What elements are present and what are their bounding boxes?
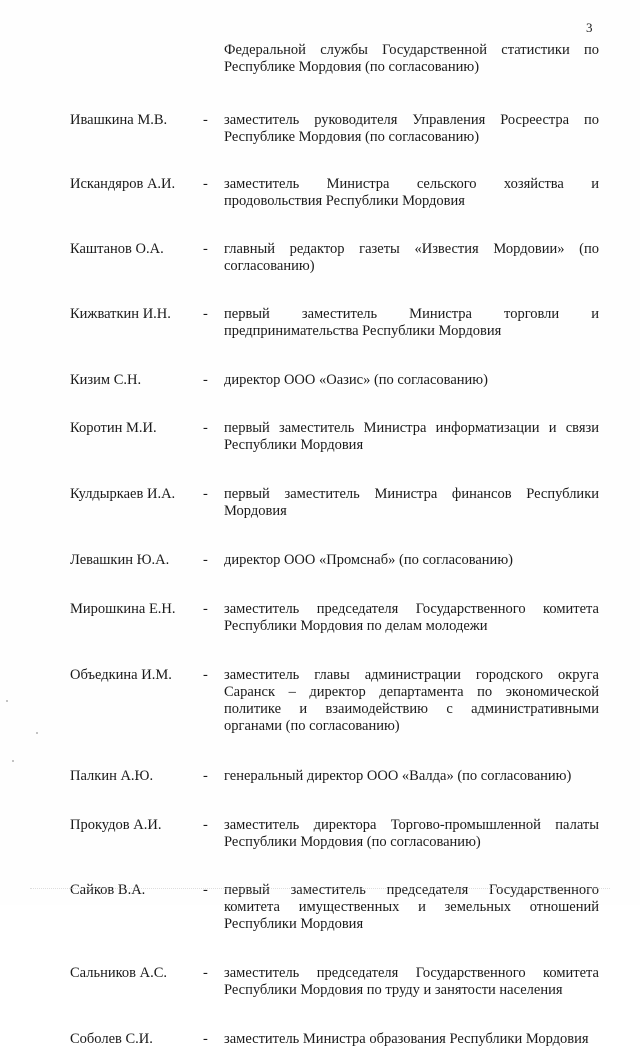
- separator-dash: -: [203, 882, 208, 898]
- list-item: [0, 112, 640, 145]
- page-number: 3: [586, 20, 593, 35]
- member-name: Левашкин Ю.А.: [70, 552, 170, 568]
- scan-artifact-dot: [12, 760, 14, 762]
- list-item: [0, 667, 640, 734]
- separator-dash: -: [203, 601, 208, 617]
- separator-dash: -: [203, 420, 208, 436]
- member-position: заместитель Министра сельского хозяйства и продовольствия Республики Мордовия: [224, 176, 599, 209]
- list-item: [0, 601, 640, 634]
- list-item: [0, 306, 640, 339]
- list-item: [0, 420, 640, 453]
- member-name: Сайков В.А.: [70, 882, 146, 898]
- member-name: Искандяров А.И.: [70, 176, 176, 192]
- list-item: [0, 42, 640, 75]
- separator-dash: -: [203, 667, 208, 683]
- member-name: Сальников А.С.: [70, 965, 168, 981]
- member-position: заместитель председателя Государственного комитета Республики Мордовия по делам молодежи: [224, 601, 599, 634]
- member-position: директор ООО «Промснаб» (по согласованию): [224, 552, 513, 568]
- scan-artifact-line: [30, 884, 610, 889]
- member-position: генеральный директор ООО «Валда» (по согласованию): [224, 768, 572, 784]
- list-item: [0, 965, 640, 998]
- separator-dash: -: [203, 552, 208, 568]
- member-position: первый заместитель Министра торговли и предпринимательства Республики Мордовия: [224, 306, 599, 339]
- member-position: заместитель руководителя Управления Росреестра по Республике Мордовия (по согласованию): [224, 112, 599, 145]
- scan-artifact-dot: [36, 732, 38, 734]
- member-name: Кизим С.Н.: [70, 372, 142, 388]
- member-name: Кижваткин И.Н.: [70, 306, 171, 322]
- list-item: [0, 768, 640, 784]
- member-position: первый заместитель председателя Государственного комитета имущественных и земельных отношений Республики Мордовия: [224, 882, 599, 932]
- member-position: заместитель директора Торгово-промышленной палаты Республики Мордовия (по согласованию): [224, 817, 599, 850]
- separator-dash: -: [203, 112, 208, 128]
- separator-dash: -: [203, 817, 208, 833]
- separator-dash: -: [203, 768, 208, 784]
- scan-artifact-dot: [6, 700, 8, 702]
- separator-dash: -: [203, 306, 208, 322]
- list-item: [0, 372, 640, 388]
- separator-dash: -: [203, 372, 208, 388]
- member-name: Ивашкина М.В.: [70, 112, 168, 128]
- separator-dash: -: [203, 176, 208, 192]
- member-position: главный редактор газеты «Известия Мордовии» (по согласованию): [224, 241, 599, 274]
- list-item: [0, 176, 640, 209]
- member-name: Соболев С.И.: [70, 1031, 153, 1047]
- member-position: директор ООО «Оазис» (по согласованию): [224, 372, 488, 388]
- separator-dash: -: [203, 965, 208, 981]
- list-item: [0, 552, 640, 568]
- member-position: заместитель главы администрации городского округа Саранск – директор департамента по экономической политике и взаимодействию с административными органами (по согласованию): [224, 667, 599, 734]
- member-name: Коротин М.И.: [70, 420, 157, 436]
- member-position: первый заместитель Министра финансов Республики Мордовия: [224, 486, 599, 519]
- member-position: заместитель Министра образования Республики Мордовия: [224, 1031, 589, 1047]
- member-name: Объедкина И.М.: [70, 667, 172, 683]
- list-item: [0, 486, 640, 519]
- list-item: [0, 817, 640, 850]
- separator-dash: -: [203, 1031, 208, 1047]
- member-name: Палкин А.Ю.: [70, 768, 154, 784]
- member-position: заместитель председателя Государственного комитета Республики Мордовия по труду и занятости населения: [224, 965, 599, 998]
- member-name: Мирошкина Е.Н.: [70, 601, 176, 617]
- member-list: [0, 42, 640, 1047]
- separator-dash: -: [203, 241, 208, 257]
- member-name: Каштанов О.А.: [70, 241, 164, 257]
- list-item: [0, 241, 640, 274]
- member-position: первый заместитель Министра информатизации и связи Республики Мордовия: [224, 420, 599, 453]
- member-position: Федеральной службы Государственной статистики по Республике Мордовия (по согласованию): [224, 42, 599, 75]
- member-name: Прокудов А.И.: [70, 817, 162, 833]
- separator-dash: -: [203, 486, 208, 502]
- member-name: Кулдыркаев И.А.: [70, 486, 176, 502]
- list-item: [0, 1031, 640, 1047]
